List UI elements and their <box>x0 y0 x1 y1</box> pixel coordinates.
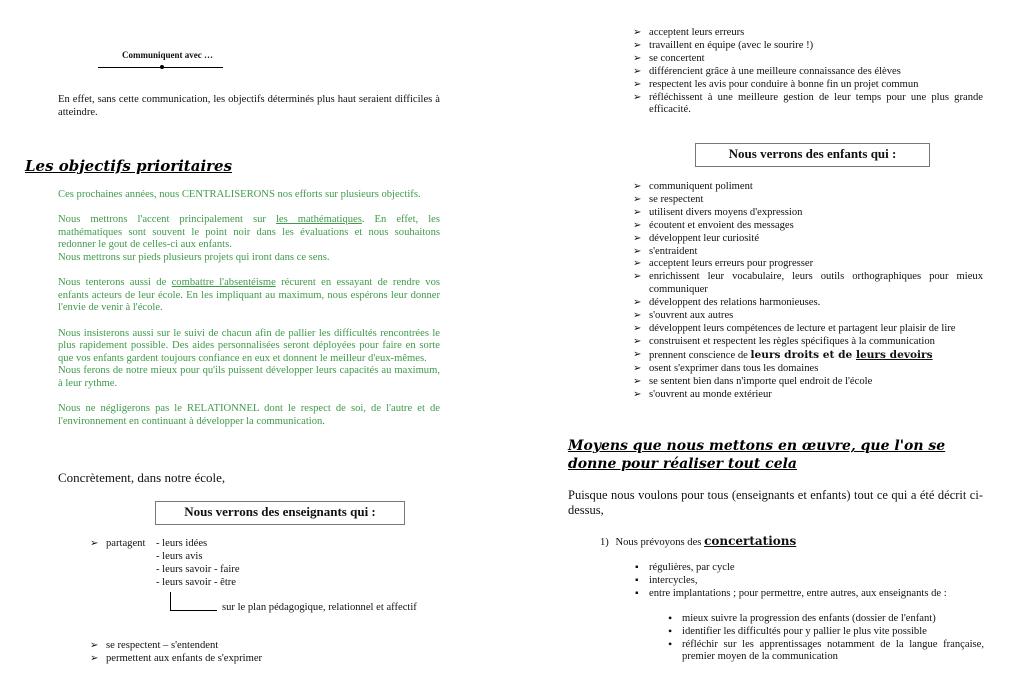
partagent-list <box>156 538 240 590</box>
box-enfants: Nous verrons des enfants qui : <box>695 143 930 167</box>
list-item: ➢ s'ouvrent aux autres <box>633 310 983 323</box>
communication-diagram <box>98 50 223 72</box>
partagent-item: - leurs avis <box>156 550 203 562</box>
concertations-bold: concertations <box>704 534 797 548</box>
paragraph-relationnel: Nous ne négligerons pas le RELATIONNEL dont le respect de soi, de l'autre et de l'environnement en continuant à développer la communication. <box>58 403 440 427</box>
puisque-paragraph: Puisque nous voulons pour tous (enseignants et enfants) tout ce qui a été décrit ci-dessus, <box>568 488 983 517</box>
list-item: ➢ permettent aux enfants de s'exprimer <box>90 653 450 666</box>
list-item: ➢ réfléchissent à une meilleure gestion de leur temps pour une plus grande efficacité. <box>633 92 983 118</box>
list-item: ➢ s'ouvrent au monde extérieur <box>633 389 983 402</box>
list-item: ➢ osent s'exprimer dans tous les domaines <box>633 363 983 376</box>
list-item: ➢ travaillent en équipe (avec le sourire !) <box>633 40 983 53</box>
list-item: • réfléchir sur les apprentissages notamment de la langue française, premier moyen de la communication <box>666 639 984 665</box>
list-item: ➢ se respectent – s'entendent <box>90 640 450 653</box>
concertations-sublist <box>666 613 984 664</box>
list-item: ➢ s'entraident <box>633 246 983 259</box>
list-item: • identifier les difficultés pour y pallier le plus vite possible <box>666 626 984 639</box>
partagent-item: - leurs savoir - faire <box>156 563 240 575</box>
intro-paragraph: En effet, sans cette communication, les objectifs déterminés plus haut seraient difficiles à atteindre. <box>58 94 440 118</box>
list-item: ➢ se respectent <box>633 194 983 207</box>
paragraph-mathematiques: Nous mettrons l'accent principalement sur les mathématiques. En effet, les mathématiques sont souvent le point noir dans les évaluations et nous souhaitons redonner le gout de celles-ci aux enfants. <box>58 214 440 251</box>
item-number: 1) <box>600 537 609 548</box>
list-item: ➢ respectent les avis pour conduire à bonne fin un projet commun <box>633 79 983 92</box>
section-title-moyens: Moyens que nous mettons en œuvre, que l'on se donne pour réaliser tout cela <box>568 438 946 472</box>
objectives-text <box>58 189 440 428</box>
partagent-word: partagent <box>106 538 146 549</box>
list-item: ➢ différencient grâce à une meilleure connaissance des élèves <box>633 66 983 79</box>
list-item-droits-devoirs: ➢ prennent conscience de leurs droits et de leurs devoirs <box>633 349 983 363</box>
arrow-bullet: ➢ <box>90 538 99 549</box>
elbow-connector <box>170 592 217 611</box>
diagram-dot <box>160 65 164 69</box>
concertations-list <box>633 562 983 600</box>
partagent-item: - leurs savoir - être <box>156 576 237 588</box>
concretement-line: Concrètement, dans notre école, <box>58 470 226 485</box>
list-item: ➢ développent leur curiosité <box>633 233 983 246</box>
list-item: ➢ écoutent et envoient des messages <box>633 220 983 233</box>
list-item: ➢ construisent et respectent les règles spécifiques à la communication <box>633 336 983 349</box>
list-item: ▪ régulières, par cycle <box>633 562 983 575</box>
maths-underlined: les mathématiques <box>275 214 362 226</box>
item-text: Nous prévoyons des <box>615 537 705 548</box>
partagent-block <box>90 538 450 633</box>
concertations-heading <box>600 534 796 550</box>
paragraph-capacites: Nous ferons de notre mieux pour qu'ils puissent développer leurs capacités au maximum, à leur rythme. <box>58 365 440 389</box>
list-item: ➢ se sentent bien dans n'importe quel endroit de l'école <box>633 376 983 389</box>
absenteisme-underlined: combattre l'absentéisme <box>171 277 276 289</box>
enseignants-bottom-list <box>90 640 450 666</box>
box-enseignants: Nous verrons des enseignants qui : <box>155 501 405 525</box>
paragraph-absenteisme: Nous tenterons aussi de combattre l'absentéisme récurent en essayant de rendre vos enfants acteurs de leur école. En les impliquant au maximum, nous espérons leur donner l'envie de venir à l'école. <box>58 277 440 314</box>
paragraph-suivi: Nous insisterons aussi sur le suivi de chacun afin de pallier les difficultés rencontrées le plus rapidement possible. Des aides personnalisées seront déployées pour faire en sorte que vos enfants gardent toujours confiance en eux et donnent le meilleur d'eux-mêmes. <box>58 327 440 364</box>
list-item: ➢ acceptent leurs erreurs pour progresser <box>633 258 983 271</box>
children-list <box>633 181 983 401</box>
paragraph-projets: Nous mettrons sur pieds plusieurs projets qui iront dans ce sens. <box>58 251 330 263</box>
paragraph-centraliserons: Ces prochaines années, nous CENTRALISERONS nos efforts sur plusieurs objectifs. <box>58 189 421 200</box>
list-item: ➢ utilisent divers moyens d'expression <box>633 207 983 220</box>
list-item: ➢ développent des relations harmonieuses. <box>633 297 983 310</box>
list-item: ▪ entre implantations ; pour permettre, entre autres, aux enseignants de : <box>633 588 983 601</box>
section-title-objectifs: Les objectifs prioritaires <box>25 157 233 175</box>
teacher-list-continued <box>633 27 983 117</box>
list-item: ▪ intercycles, <box>633 575 983 588</box>
communiquent-label: Communiquent avec … <box>122 50 214 60</box>
list-item: ➢ se concertent <box>633 53 983 66</box>
plan-text: sur le plan pédagogique, relationnel et affectif <box>222 602 417 613</box>
list-item: ➢ acceptent leurs erreurs <box>633 27 983 40</box>
partagent-item: - leurs idées <box>156 538 208 549</box>
list-item: • mieux suivre la progression des enfants (dossier de l'enfant) <box>666 613 984 626</box>
list-item: ➢ enrichissent leur vocabulaire, leurs outils orthographiques pour mieux communiquer <box>633 271 983 297</box>
list-item: ➢ développent leurs compétences de lecture et partagent leur plaisir de lire <box>633 323 983 336</box>
list-item: ➢ communiquent poliment <box>633 181 983 194</box>
